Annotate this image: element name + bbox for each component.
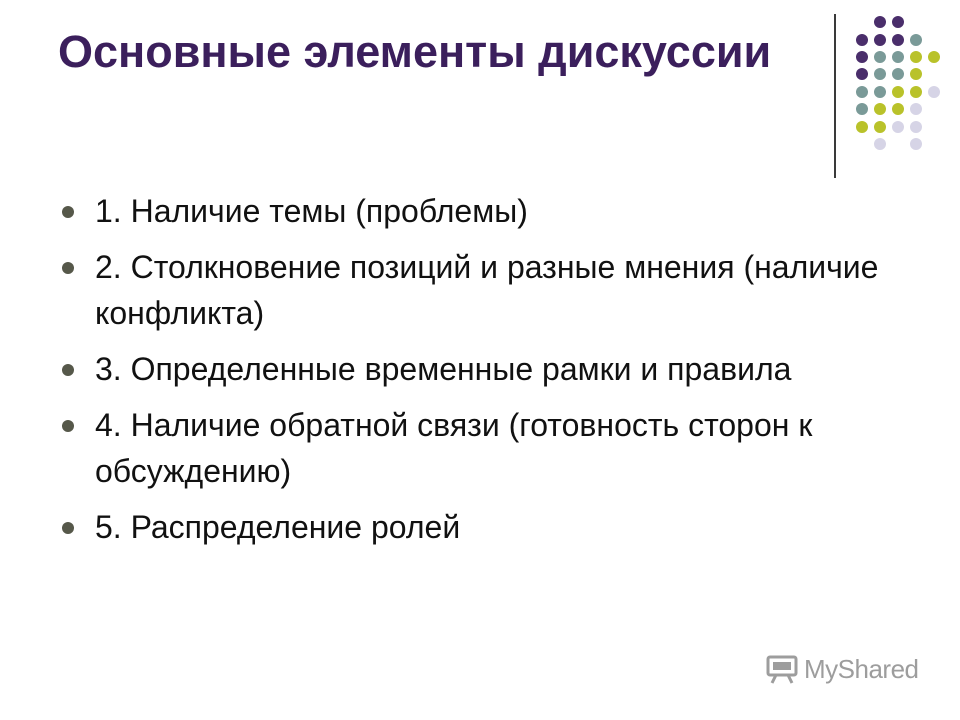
bullet-item xyxy=(62,504,922,550)
decor-dot xyxy=(892,68,904,80)
bullet-dot-icon xyxy=(62,420,74,432)
decor-dot xyxy=(892,51,904,63)
decor-dot xyxy=(910,121,922,133)
bullet-item xyxy=(62,244,922,336)
decor-dot xyxy=(874,103,886,115)
vertical-divider xyxy=(834,14,836,178)
decor-dot xyxy=(874,51,886,63)
decor-dot xyxy=(910,103,922,115)
decor-dot xyxy=(856,121,868,133)
decor-dot xyxy=(874,121,886,133)
decor-dot xyxy=(874,138,886,150)
decor-dot xyxy=(892,34,904,46)
decor-dot xyxy=(910,51,922,63)
bullet-dot-icon xyxy=(62,364,74,376)
decor-dot xyxy=(892,121,904,133)
decor-dot xyxy=(874,34,886,46)
decor-dot xyxy=(856,103,868,115)
myshared-watermark xyxy=(766,654,919,684)
decor-dot xyxy=(856,51,868,63)
decor-dot xyxy=(892,16,904,28)
decor-dot xyxy=(910,86,922,98)
presentation-board-icon xyxy=(766,654,798,684)
bullet-dot-icon xyxy=(62,206,74,218)
decor-dot xyxy=(928,86,940,98)
watermark-text: MyShared xyxy=(804,654,919,684)
bullet-text: 5. Распределение ролей xyxy=(95,509,461,545)
bullet-dot-icon xyxy=(62,262,74,274)
decor-dot xyxy=(874,16,886,28)
decor-dot xyxy=(910,138,922,150)
bullet-dot-icon xyxy=(62,522,74,534)
decor-dot xyxy=(874,68,886,80)
decor-dot xyxy=(892,86,904,98)
bullet-text: 1. Наличие темы (проблемы) xyxy=(95,193,528,229)
bullet-text: 3. Определенные временные рамки и правила xyxy=(95,351,792,387)
decor-dot xyxy=(910,68,922,80)
bullet-item xyxy=(62,346,922,392)
decor-dot xyxy=(856,86,868,98)
bullet-item xyxy=(62,188,922,234)
bullet-text: 4. Наличие обратной связи (готовность сторон к обсуждению) xyxy=(95,407,813,489)
decor-dot xyxy=(928,51,940,63)
decor-dot xyxy=(856,34,868,46)
bullet-item xyxy=(62,402,922,494)
bullet-list xyxy=(62,188,922,560)
decor-dot xyxy=(856,68,868,80)
bullet-text: 2. Столкновение позиций и разные мнения (наличие конфликта) xyxy=(95,249,879,331)
decor-dot xyxy=(910,34,922,46)
dot-grid-decoration xyxy=(850,14,946,164)
decor-dot xyxy=(892,103,904,115)
decor-dot xyxy=(874,86,886,98)
slide-title: Основные элементы дискуссии xyxy=(58,26,772,77)
